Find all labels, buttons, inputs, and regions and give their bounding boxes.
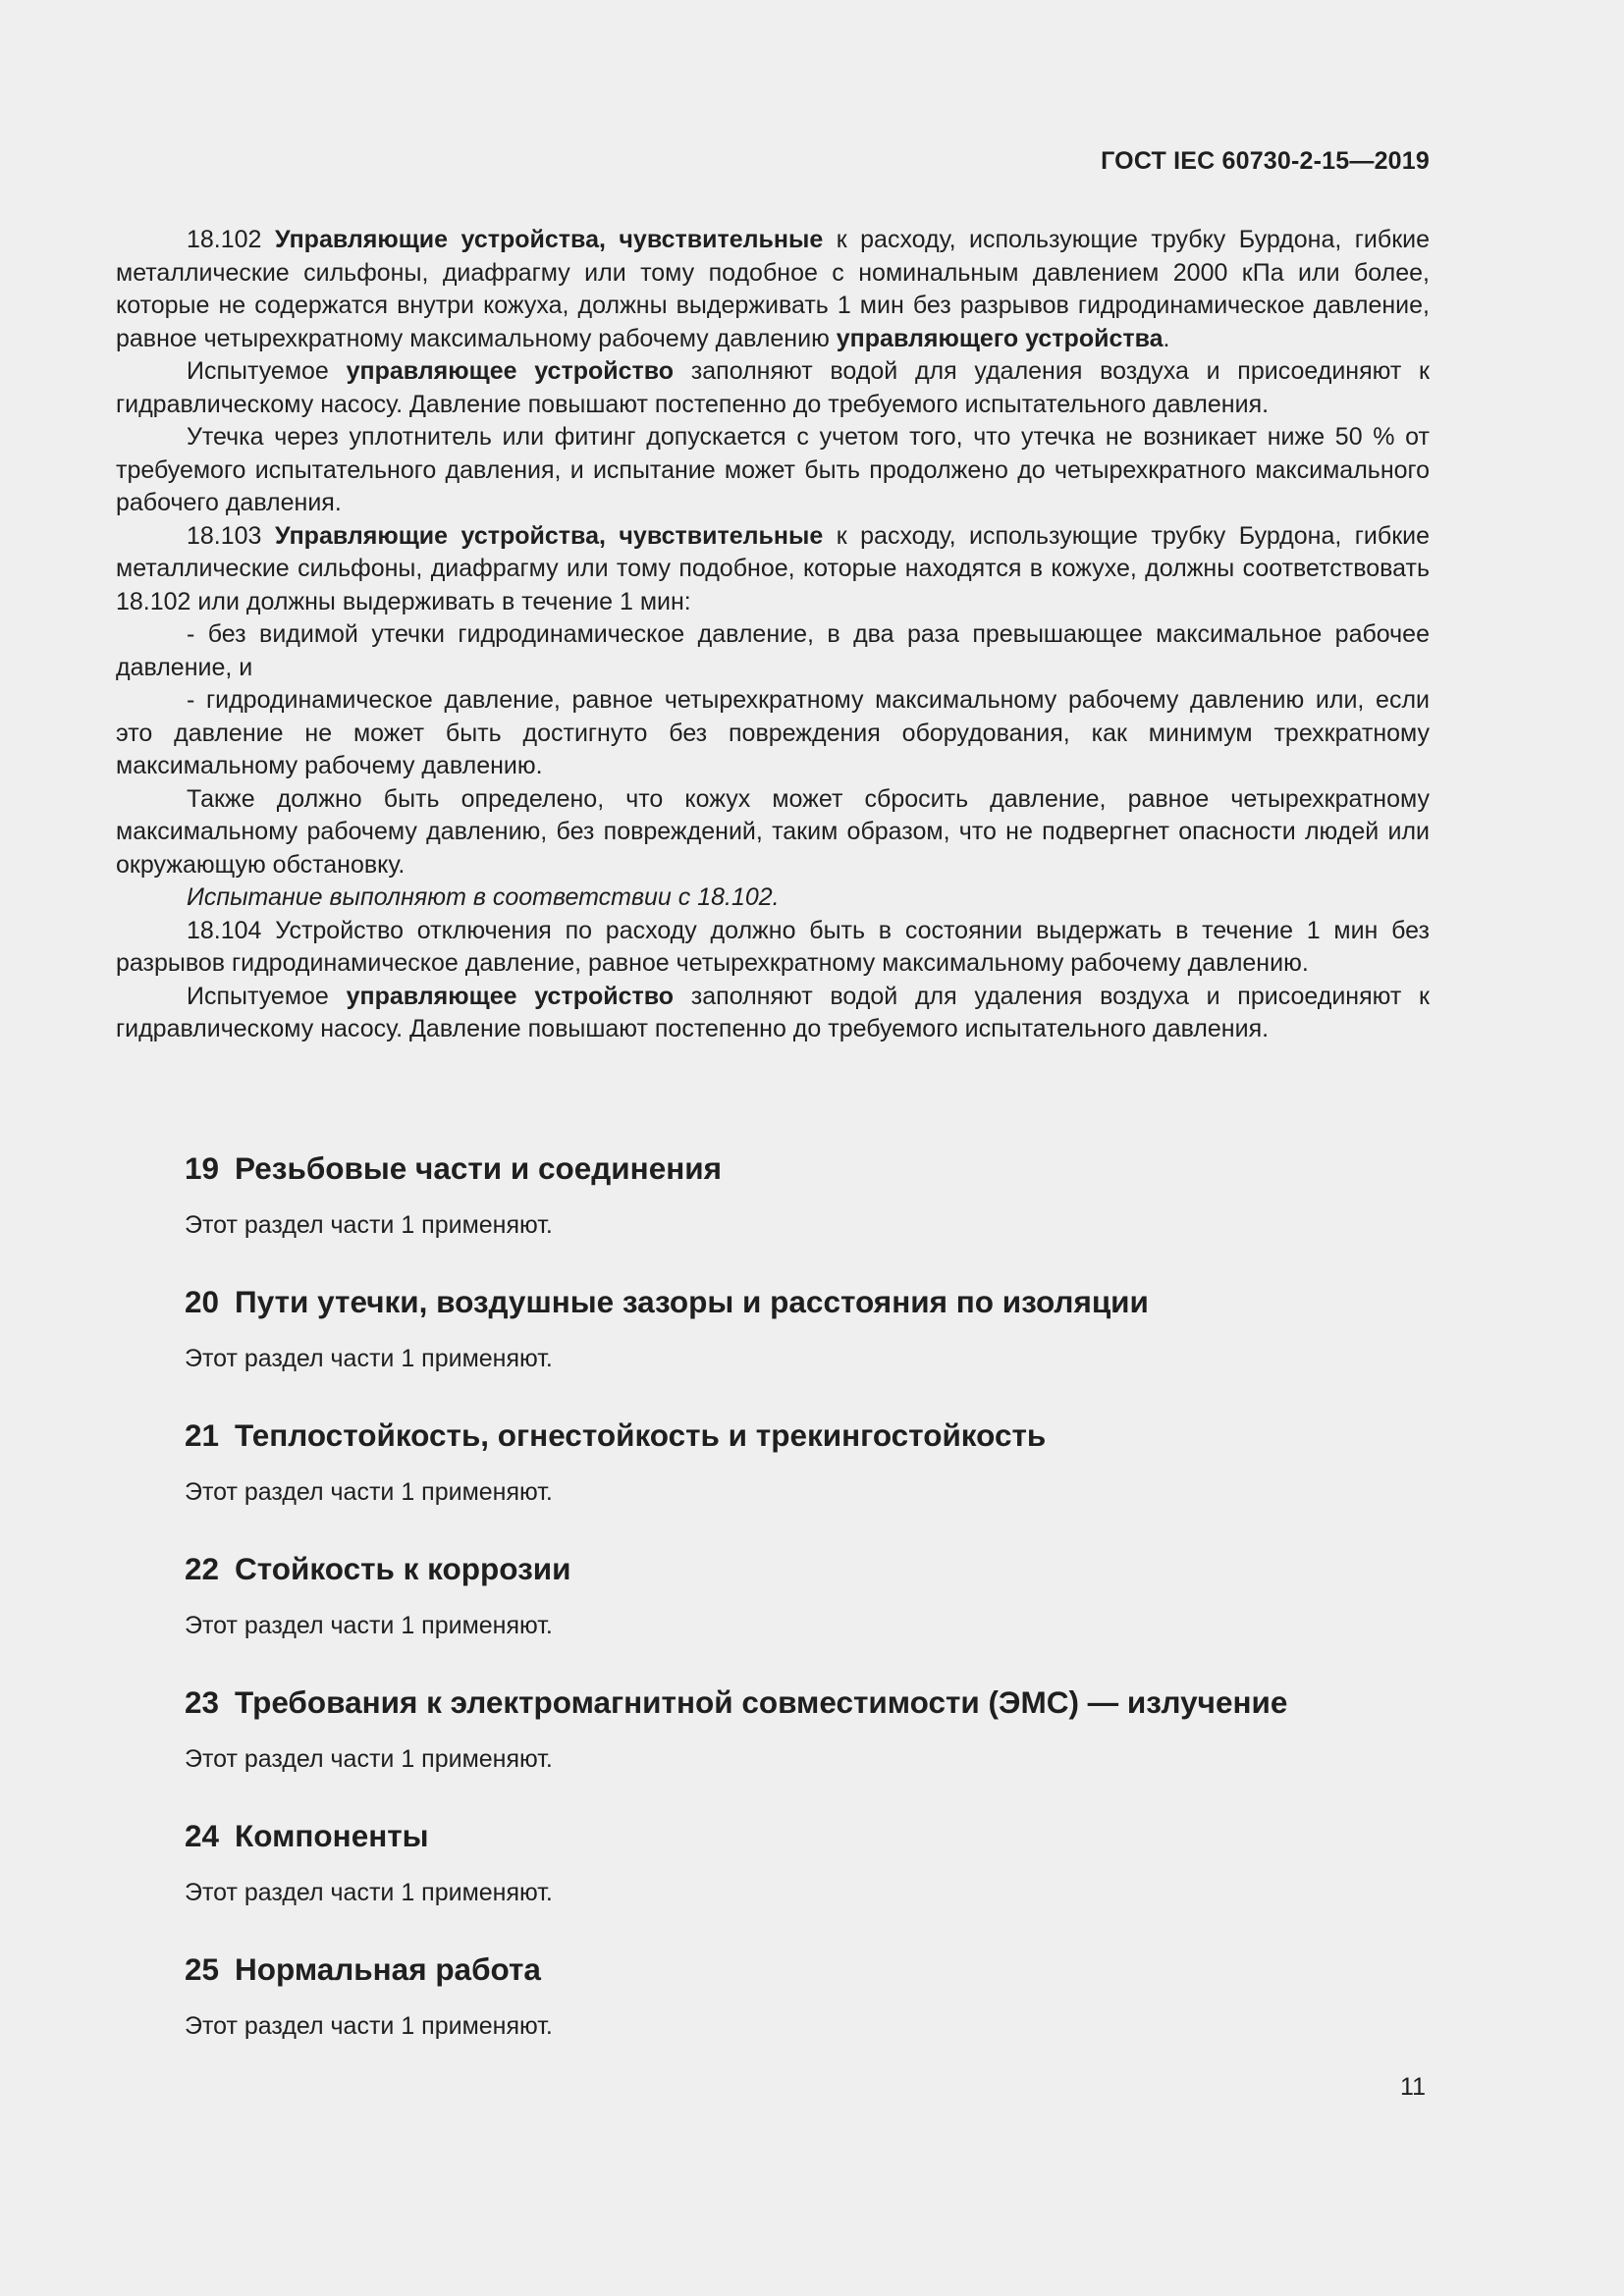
section-number: 19 xyxy=(185,1150,220,1186)
paragraph-test-procedure-2 xyxy=(116,981,1430,1046)
bold-term: управляющего устройства xyxy=(836,324,1164,352)
section-19 xyxy=(185,1143,1441,1245)
bold-term: Управляющие устройства, чувствительные xyxy=(274,521,824,550)
paragraph-18-102 xyxy=(116,224,1430,355)
section-heading xyxy=(185,1143,1441,1194)
paragraph-housing: Также должно быть определено, что кожух может сбросить давление, равное четырехкратному максимальному рабочему давлению, без повреждений, таким образом, что не подвергнет опасности людей или окружающую обстановку. xyxy=(116,784,1430,879)
section-heading xyxy=(185,1276,1441,1327)
section-text: Этот раздел части 1 применяют. xyxy=(185,1612,553,1639)
section-25 xyxy=(185,1944,1441,2046)
paragraph-text: заполняют водой для удаления воздуха и присоединяют к гидравлическому насосу. Давление повышают постепенно до требуемого испытательного давления. xyxy=(116,357,1430,418)
paragraph-text: заполняют водой для удаления воздуха и присоединяют к гидравлическому насосу. Давление повышают постепенно до требуемого испытательного давления. xyxy=(116,982,1430,1042)
section-text: Этот раздел части 1 применяют. xyxy=(185,1211,553,1239)
section-text: Этот раздел части 1 применяют. xyxy=(185,1745,553,1773)
section-text: Этот раздел части 1 применяют. xyxy=(185,2012,553,2040)
section-text: Этот раздел части 1 применяют. xyxy=(185,1879,553,1906)
paragraph-text: к расходу, использующие трубку Бурдона, гибкие металлические сильфоны, диафрагму или тому подобное, которые находятся в кожухе, должны соответствовать 18.102 или должны выдерживать в течение 1 мин: xyxy=(116,521,1431,615)
paragraph-leakage: Утечка через уплотнитель или фитинг допускается с учетом того, что утечка не возникает ниже 50 % от требуемого испытательного давления, и испытание может быть продолжено до четырехкратного максимального рабочего давления. xyxy=(116,423,1430,516)
section-title: Требования к электромагнитной совместимости (ЭМС) — излучение xyxy=(235,1684,1288,1720)
section-21 xyxy=(185,1410,1441,1512)
section-title: Нормальная работа xyxy=(235,1951,541,1987)
section-number: 21 xyxy=(185,1417,220,1453)
section-number: 20 xyxy=(185,1284,220,1319)
section-number: 22 xyxy=(185,1551,220,1586)
section-heading xyxy=(185,1410,1441,1461)
section-title: Компоненты xyxy=(235,1818,429,1853)
section-title: Пути утечки, воздушные зазоры и расстояния по изоляции xyxy=(235,1284,1149,1319)
section-22 xyxy=(185,1543,1441,1645)
page-number: 11 xyxy=(1400,2073,1426,2101)
section-number: 24 xyxy=(185,1818,220,1853)
clause-number: 18.102 xyxy=(187,226,275,253)
sections-list xyxy=(185,1143,1441,2046)
section-text: Этот раздел части 1 применяют. xyxy=(185,1345,553,1372)
document-header: ГОСТ IEC 60730-2-15—2019 xyxy=(1101,147,1430,175)
list-item-2: - гидродинамическое давление, равное четырехкратному максимальному рабочему давлению или, если это давление не может быть достигнуто без повреждения оборудования, как минимум трехкратному максимальному рабочему давлению. xyxy=(116,686,1430,779)
section-heading xyxy=(185,1810,1441,1861)
section-heading xyxy=(185,1677,1441,1728)
section-number: 23 xyxy=(185,1684,220,1720)
section-number: 25 xyxy=(185,1951,220,1987)
paragraph-text: . xyxy=(1163,324,1170,352)
paragraph-text: Испытуемое xyxy=(187,982,347,1010)
paragraph-18-104: 18.104 Устройство отключения по расходу должно быть в состоянии выдержать в течение 1 мин без разрывов гидродинамическое давление, равное четырехкратному максимальному рабочему давлению. xyxy=(116,916,1430,977)
section-24 xyxy=(185,1810,1441,1912)
section-heading xyxy=(185,1543,1441,1594)
section-title: Резьбовые части и соединения xyxy=(235,1150,722,1186)
paragraph-test-procedure xyxy=(116,355,1430,421)
body-text xyxy=(116,224,1430,1046)
bold-term: Управляющие устройства, чувствительные xyxy=(274,226,824,253)
bold-term: управляющее устройство xyxy=(346,982,675,1010)
section-23 xyxy=(185,1677,1441,1779)
section-heading xyxy=(185,1944,1441,1995)
paragraph-test-note xyxy=(116,881,1430,915)
bold-term: управляющее устройство xyxy=(346,357,675,385)
paragraph-text: к расходу, использующие трубку Бурдона, гибкие металлические сильфоны, диафрагму или тому подобное с номинальным давлением 2000 кПа или более, которые не содержатся внутри кожуха, должны выдерживать 1 мин без разрывов гидродинамическое давление, равное четырехкратному максимальному рабочему давлению xyxy=(116,226,1431,352)
section-title: Теплостойкость, огнестойкость и трекингостойкость xyxy=(235,1417,1047,1453)
section-20 xyxy=(185,1276,1441,1378)
clause-number: 18.103 xyxy=(187,521,275,550)
paragraph-18-103 xyxy=(116,520,1430,619)
section-text: Этот раздел части 1 применяют. xyxy=(185,1478,553,1506)
paragraph-text: Испытуемое xyxy=(187,357,347,385)
list-item-1: - без видимой утечки гидродинамическое давление, в два раза превышающее максимальное рабочее давление, и xyxy=(116,620,1430,681)
section-title: Стойкость к коррозии xyxy=(235,1551,571,1586)
italic-note: Испытание выполняют в соответствии с 18.102. xyxy=(187,883,780,911)
